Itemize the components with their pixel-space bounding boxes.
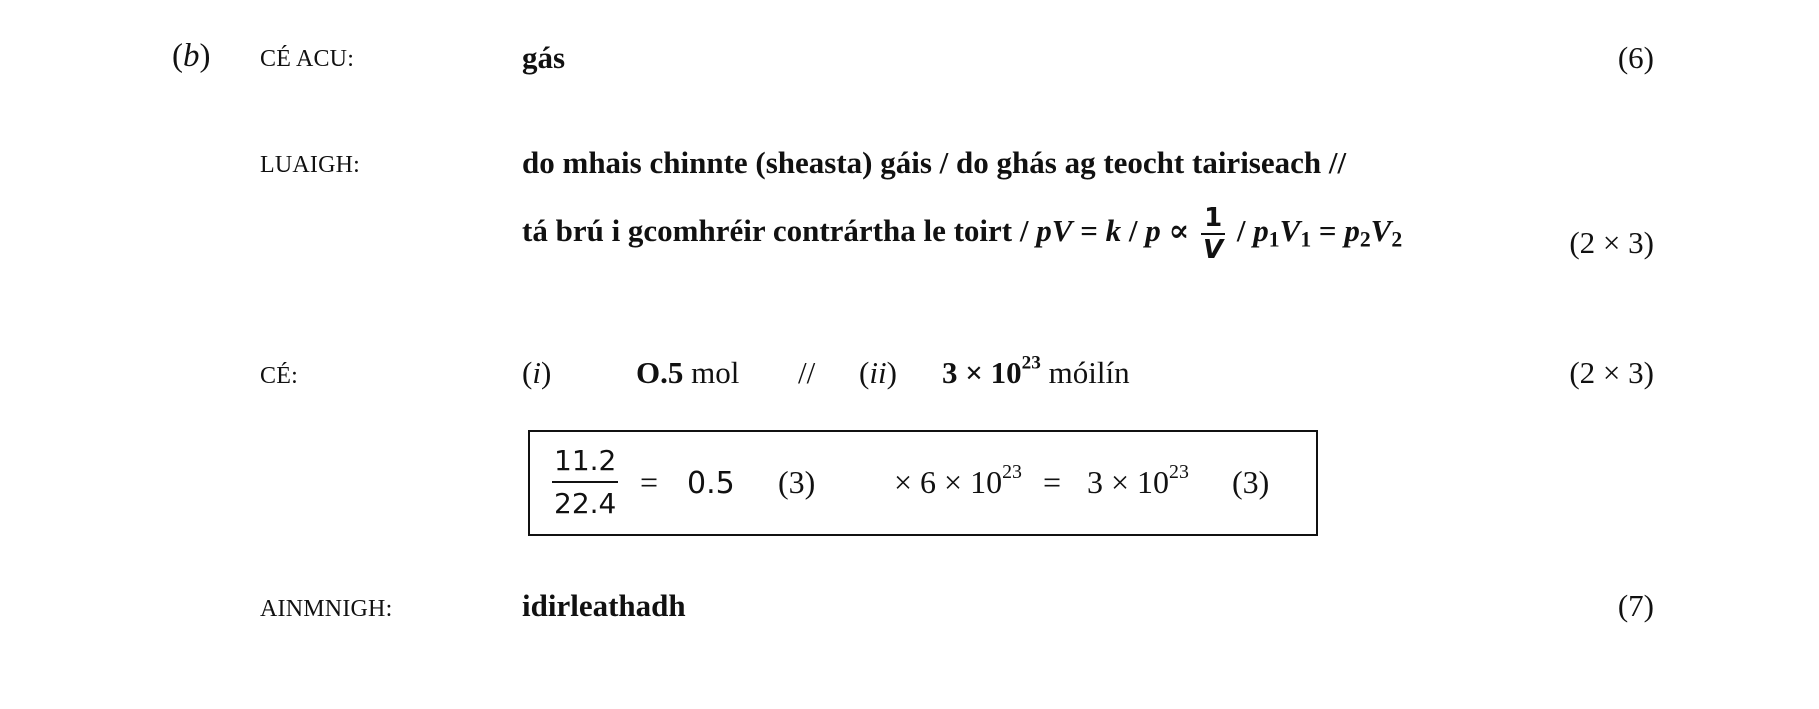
row3-ii-marker: (ii) <box>859 355 897 390</box>
row4-answer: idirleathadh <box>522 588 686 623</box>
eq-fraction <box>1201 203 1225 265</box>
eq-fraction-denominator: V <box>1203 235 1224 265</box>
eq-equals: = <box>1072 213 1106 249</box>
eq-sub: 1 <box>1300 227 1312 252</box>
eq-V2: V <box>1370 213 1392 249</box>
row1-mark: (6) <box>1617 40 1654 75</box>
working-result-2: $3 \times 10^{23}$ <box>1087 461 1189 500</box>
row3-i-answer: O.5 mol <box>636 355 740 390</box>
eq-proportional: ∝ <box>1160 213 1198 249</box>
working-equals-1: = <box>640 464 659 500</box>
eq-sub: 2 <box>1359 227 1371 252</box>
eq-p: p <box>1145 213 1161 249</box>
row3-i-marker: (i) <box>522 355 552 390</box>
working-mark-2: (3) <box>1232 464 1270 500</box>
eq-k: k <box>1105 213 1122 249</box>
working-box <box>528 430 1318 536</box>
row2-statement: tá brú i gcomhréir contrártha le toirt / <box>522 213 1037 249</box>
row3-ii-answer: $3 \times 10^{23}$ móilín <box>942 352 1130 390</box>
working-equals-2: = <box>1043 464 1062 500</box>
eq-V1: V <box>1279 213 1301 249</box>
eq-separator-2: / <box>1229 213 1254 249</box>
eq-separator: / <box>1121 213 1146 249</box>
eq-p2: p <box>1344 213 1360 249</box>
eq-pV: pV <box>1036 213 1073 249</box>
eq-equals-2: = <box>1311 213 1345 249</box>
row4-mark: (7) <box>1617 588 1654 623</box>
eq-p1: p <box>1253 213 1269 249</box>
working-multiply: × $6 \times 10^{23}$ <box>894 461 1022 500</box>
row2-label: LUAIGH: <box>260 152 361 178</box>
working-fraction-denominator: 22.4 <box>554 487 617 520</box>
row3-mark: (2 × 3) <box>1569 355 1654 390</box>
row3-separator: // <box>798 355 816 390</box>
working-fraction-numerator: 11.2 <box>552 444 618 483</box>
eq-sub: 2 <box>1391 227 1403 252</box>
part-label: (b) <box>172 38 211 74</box>
row3-label: CÉ: <box>260 363 298 389</box>
row2-line1: do mhais chinnte (sheasta) gáis / do ghás ag teocht tairiseach // <box>522 145 1347 180</box>
row1-answer: gás <box>522 40 566 75</box>
eq-sub: 1 <box>1268 227 1280 252</box>
working-fraction <box>552 444 618 520</box>
working-result-1: 0.5 <box>687 466 735 501</box>
row2-line2 <box>522 203 1402 265</box>
row2-mark: (2 × 3) <box>1569 225 1654 260</box>
row1-label: CÉ ACU: <box>260 46 355 72</box>
working-mark-1: (3) <box>778 464 816 500</box>
row4-label: AINMNIGH: <box>260 596 393 622</box>
eq-fraction-numerator: 1 <box>1201 203 1225 235</box>
